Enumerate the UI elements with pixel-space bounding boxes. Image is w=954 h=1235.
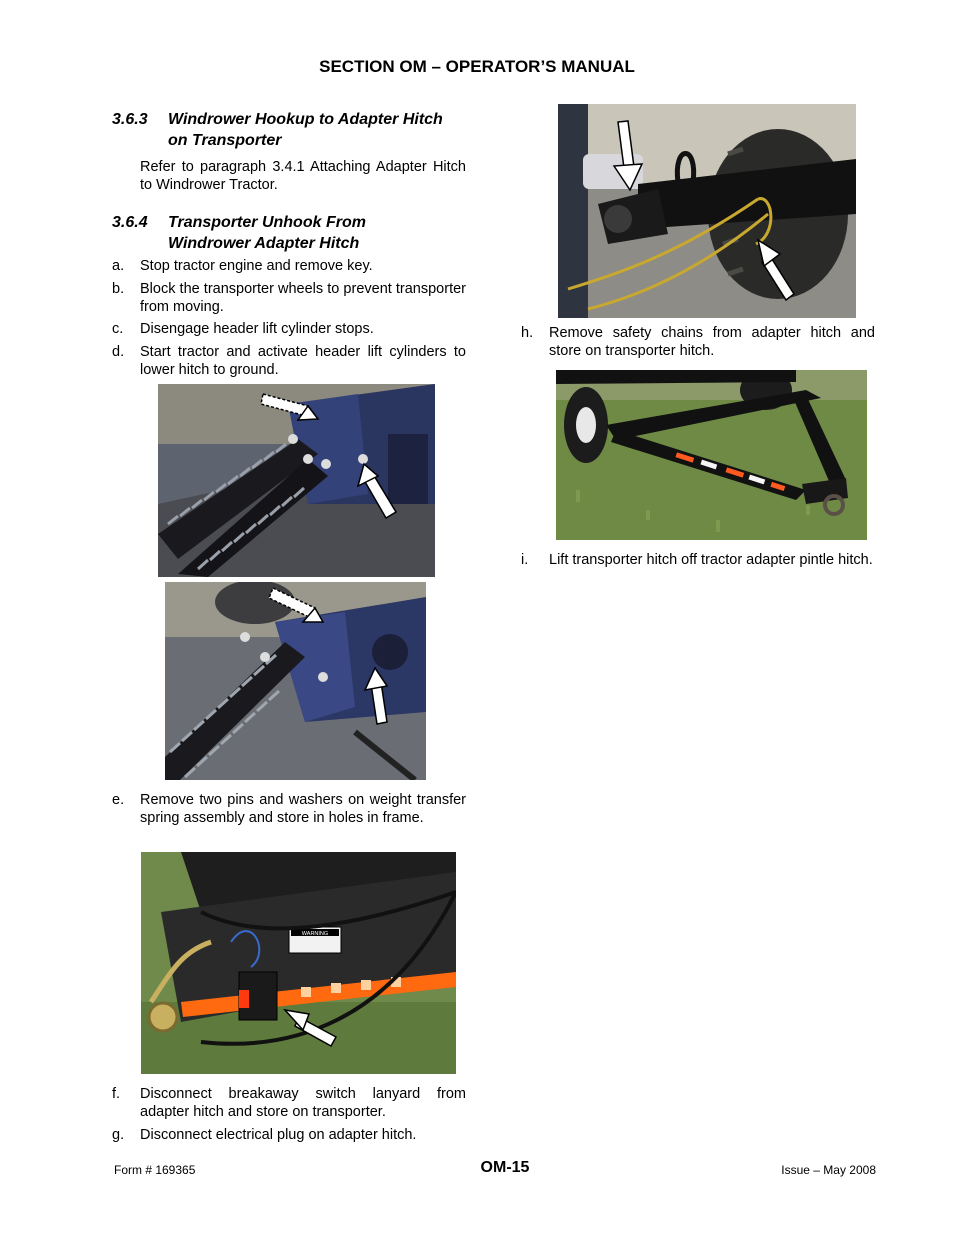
section-title-line1: Windrower Hookup to Adapter Hitch	[168, 111, 443, 128]
section-title-line2: Windrower Adapter Hitch	[168, 235, 360, 252]
step-label: a.	[112, 258, 125, 274]
section-3-6-4-heading	[112, 212, 472, 256]
section-number: 3.6.3	[112, 111, 148, 128]
section-title-line2: on Transporter	[168, 132, 282, 149]
step-label: f.	[112, 1086, 121, 1102]
step-label: g.	[112, 1127, 125, 1143]
step-d	[112, 343, 466, 381]
page-title: SECTION OM – OPERATOR’S MANUAL	[319, 57, 635, 76]
section-3-6-3-heading	[112, 109, 472, 153]
step-label: c.	[112, 321, 124, 337]
step-text: Lift transporter hitch off tractor adapter pintle hitch.	[549, 552, 873, 568]
step-label: b.	[112, 281, 125, 297]
step-text: Stop tractor engine and remove key.	[140, 258, 373, 274]
step-text: Disconnect electrical plug on adapter hitch.	[140, 1127, 417, 1143]
step-c	[112, 320, 466, 340]
refer-paragraph: Refer to paragraph 3.4.1 Attaching Adapter Hitch to Windrower Tractor.	[140, 159, 466, 193]
step-h	[521, 324, 875, 362]
step-g	[112, 1126, 466, 1146]
section-title-line1: Transporter Unhook From	[168, 214, 366, 231]
step-f	[112, 1085, 466, 1123]
section-number: 3.6.4	[112, 214, 148, 231]
step-label: h.	[521, 325, 534, 341]
photo-spring-assembly-1	[158, 384, 435, 577]
footer-page-number: OM-15	[480, 1159, 530, 1176]
step-text: Disengage header lift cylinder stops.	[140, 321, 374, 337]
step-a	[112, 257, 466, 277]
footer-form-number: Form # 169365	[114, 1163, 196, 1177]
step-text: Disconnect breakaway switch lanyard from adapter hitch and store on transporter.	[140, 1086, 466, 1120]
step-text: Remove two pins and washers on weight transfer spring assembly and store in holes in frame.	[140, 792, 466, 826]
step-i	[521, 551, 875, 589]
step-text: Remove safety chains from adapter hitch and store on transporter hitch.	[549, 325, 875, 359]
step-e	[112, 791, 466, 847]
warning-decal-text: WARNING	[301, 931, 329, 937]
footer-issue-date: Issue – May 2008	[781, 1163, 876, 1177]
step-label: d.	[112, 344, 125, 360]
photo-spring-assembly-2	[165, 582, 426, 780]
step-text: Block the transporter wheels to prevent transporter from moving.	[140, 281, 466, 315]
photo-safety-chains	[558, 104, 856, 318]
photo-breakaway-switch	[141, 852, 456, 1074]
step-b	[112, 280, 466, 318]
step-text: Start tractor and activate header lift cylinders to lower hitch to ground.	[140, 344, 466, 378]
step-label: i.	[521, 552, 529, 568]
photo-transporter-hitch	[556, 370, 867, 540]
step-label: e.	[112, 792, 125, 808]
